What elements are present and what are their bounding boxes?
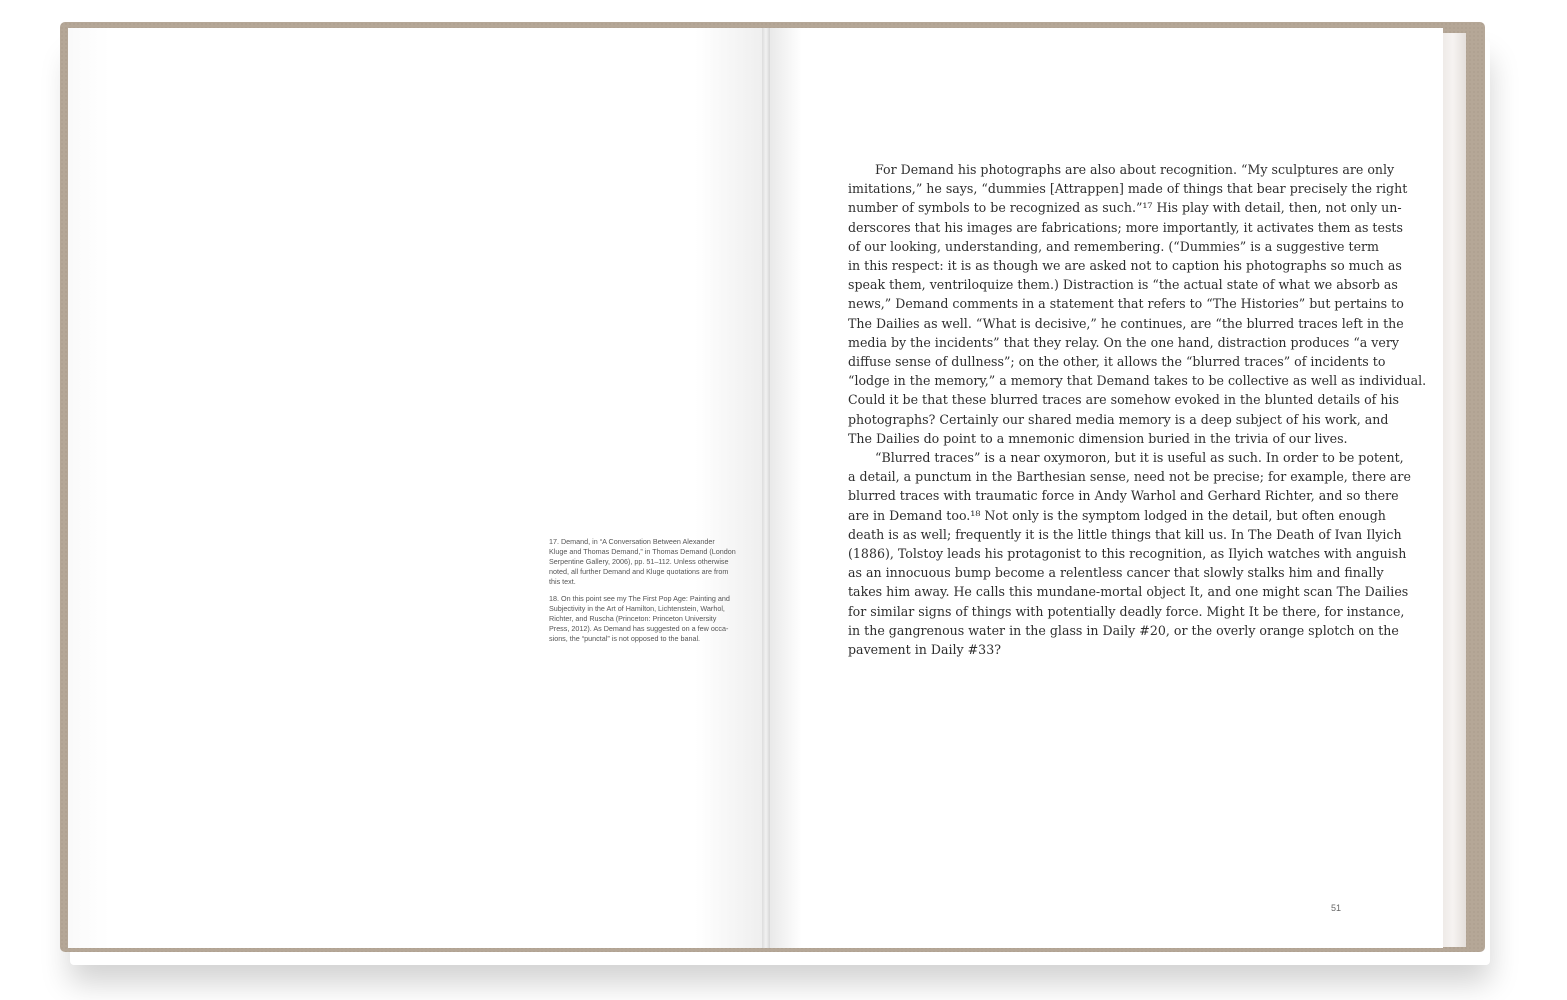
text-line: diffuse sense of dullness”; on the other, it allows the “blurred traces” of incidents to xyxy=(848,354,1386,370)
text-line: a detail, a punctum in the Barthesian sense, need not be precise; for example, there are xyxy=(848,469,1411,485)
footnote-17 xyxy=(549,537,764,587)
text-line: for similar signs of things with potentially deadly force. Might It be there, for instance, xyxy=(848,603,1405,619)
footnote-line: this text. xyxy=(549,577,576,586)
text-line: news,” Demand comments in a statement that refers to “The Histories” but pertains to xyxy=(848,296,1404,312)
text-line: photographs? Certainly our shared media memory is a deep subject of his work, and xyxy=(848,411,1389,427)
text-line: speak them, ventriloquize them.) Distraction is “the actual state of what we absorb as xyxy=(848,277,1398,293)
text-line: “Blurred traces” is a near oxymoron, but it is useful as such. In order to be potent, xyxy=(875,450,1404,466)
text-line: as an innocuous bump become a relentless cancer that slowly stalks him and finally xyxy=(848,565,1384,581)
book-gutter xyxy=(762,28,770,948)
footnote-line: sions, the “punctal” is not opposed to the banal. xyxy=(549,634,701,643)
footnote-line: Richter, and Ruscha (Princeton: Princeton University xyxy=(549,614,717,623)
footnote-18 xyxy=(549,594,764,644)
footnote-line: noted, all further Demand and Kluge quotations are from xyxy=(549,567,729,576)
text-line: “lodge in the memory,” a memory that Demand takes to be collective as well as individual. xyxy=(848,373,1427,389)
text-line: derscores that his images are fabrications; more importantly, it activates them as tests xyxy=(848,219,1403,235)
footnote-line: 18. On this point see my The First Pop Age: Painting and xyxy=(549,594,730,603)
left-page xyxy=(68,28,765,948)
text-line: are in Demand too.¹⁸ Not only is the symptom lodged in the detail, but often enough xyxy=(848,507,1386,523)
footnote-line: Kluge and Thomas Demand,” in Thomas Demand (London xyxy=(549,547,736,556)
footnote-line: Serpentine Gallery, 2006), pp. 51–112. Unless otherwise xyxy=(549,557,729,566)
page-number: 51 xyxy=(1331,903,1342,913)
text-line: takes him away. He calls this mundane-mortal object It, and one might scan The Dailies xyxy=(848,584,1409,600)
text-line: blurred traces with traumatic force in Andy Warhol and Gerhard Richter, and so there xyxy=(848,488,1399,504)
text-line: number of symbols to be recognized as such.”¹⁷ His play with detail, then, not only un- xyxy=(848,200,1402,216)
text-line: in this respect: it is as though we are asked not to caption his photographs so much as xyxy=(848,258,1402,274)
text-line: pavement in Daily #33? xyxy=(848,642,1001,658)
footnotes xyxy=(549,537,764,651)
text-line: media by the incidents” that they relay. On the one hand, distraction produces “a very xyxy=(848,334,1400,350)
text-line: For Demand his photographs are also about recognition. “My sculptures are only xyxy=(875,162,1395,177)
text-line: (1886), Tolstoy leads his protagonist to this recognition, as Ilyich watches with anguish xyxy=(848,546,1407,562)
page-edges xyxy=(1440,33,1466,947)
footnote-line: Subjectivity in the Art of Hamilton, Lichtenstein, Warhol, xyxy=(549,604,725,613)
text-line: imitations,” he says, “dummies [Attrappen] made of things that bear precisely the right xyxy=(848,181,1408,197)
text-line: death is as well; frequently it is the little things that kill us. In The Death of Ivan Ilyich xyxy=(848,526,1402,542)
text-line: The Dailies do point to a mnemonic dimension buried in the trivia of our lives. xyxy=(848,430,1348,446)
footnote-line: 17. Demand, in “A Conversation Between Alexander xyxy=(549,537,715,546)
text-line: The Dailies as well. “What is decisive,” he continues, are “the blurred traces left in the xyxy=(848,315,1404,331)
body-text xyxy=(848,160,1427,659)
text-line: of our looking, understanding, and remembering. (“Dummies” is a suggestive term xyxy=(848,238,1379,254)
text-line: Could it be that these blurred traces are somehow evoked in the blunted details of his xyxy=(848,392,1399,408)
footnote-line: Press, 2012). As Demand has suggested on a few occa- xyxy=(549,624,729,633)
text-line: in the gangrenous water in the glass in Daily #20, or the overly orange splotch on the xyxy=(848,622,1399,638)
